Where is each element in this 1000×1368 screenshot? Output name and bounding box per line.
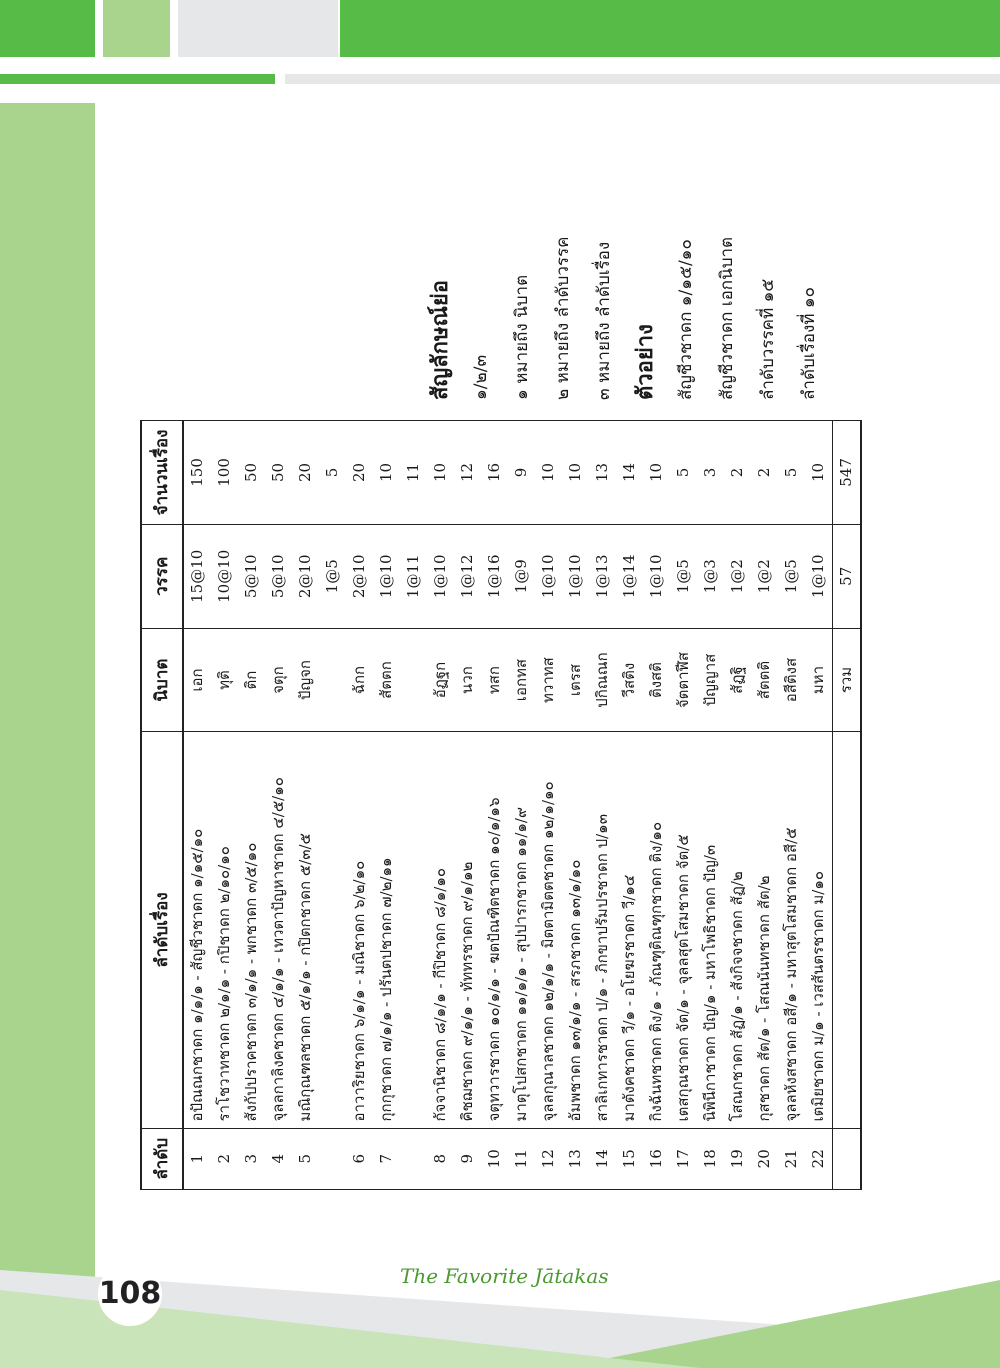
row-number: 14 [589,1128,616,1189]
row-vagga: 5@10 [238,524,265,628]
top-band-lightgreen [103,0,170,57]
row-count: 20 [292,421,319,525]
row-story: เตมิยชาดก ม/๑ - เวสสันตรชาดก ม/๑๐ [805,732,833,1128]
table-row [238,421,265,1190]
row-story: มาตุโปสกชาดก ๑๑/๑/๑ - สุปปารกชาดก ๑๑/๑/๙ [508,732,535,1128]
table-row [724,421,751,1190]
row-count: 10 [427,421,454,525]
total-spacer-2 [833,732,862,1128]
row-nipata: อัฏฐก [427,628,454,732]
row-story: นิพินีกาชาดก ปัญ/๑ - มหาโพธิชาดก ปัญ/๓ [697,732,724,1128]
row-vagga: 1@10 [535,524,562,628]
row-nipata: สัตตก [373,628,400,732]
jataka-table [140,420,862,1190]
row-nipata: เอกทส [508,628,535,732]
row-nipata: ทสก [481,628,508,732]
example-line-3: ลำดับเรื่องที่ ๑๐ [799,286,819,400]
row-number: 3 [238,1128,265,1189]
row-count: 10 [535,421,562,525]
row-count: 20 [346,421,373,525]
legend [420,60,830,400]
row-story: จุลลหังสชาดก อสี/๑ - มหาสุตโสมชาดก อสี/๕ [778,732,805,1128]
row-count: 3 [697,421,724,525]
row-number: 22 [805,1128,833,1189]
row-number: 1 [183,1128,211,1189]
row-vagga: 2@10 [346,524,373,628]
footer-brand: The Favorite Jātakas [400,1264,609,1288]
row-count: 2 [724,421,751,525]
header-count: จำนวนเรื่อง [141,421,183,525]
row-nipata: อสีติงส [778,628,805,732]
row-nipata: ติก [238,628,265,732]
table-row [346,421,373,1190]
header-nipata: นิบาต [141,628,183,732]
table-body [183,421,861,1190]
header-vagga: วรรค [141,524,183,628]
row-nipata: สัฏฐิ [724,628,751,732]
row-story: คิชฌชาดก ๙/๑/๑ - ทัททรชาดก ๙/๑/๑๒ [454,732,481,1128]
table-row [183,421,211,1190]
row-nipata: วีสติง [616,628,643,732]
legend-format: ๑/๒/๓ [471,354,491,400]
row-count: 5 [319,421,346,525]
header-story: ลำดับเรื่อง [141,732,183,1128]
table-row [589,421,616,1190]
legend-line-2: ๒ หมายถึง ลำดับวรรค [553,236,573,400]
top-band-grey [178,0,338,57]
row-vagga: 1@12 [454,524,481,628]
row-story: ราโชวาทชาดก ๒/๑/๑ - กปิชาดก ๒/๑๐/๑๐ [211,732,238,1128]
table-row [508,421,535,1190]
row-count: 50 [238,421,265,525]
total-count: 547 [833,421,862,525]
row-count: 14 [616,421,643,525]
row-vagga: 1@10 [805,524,833,628]
table-row [616,421,643,1190]
total-vagga: 57 [833,524,862,628]
table-row [535,421,562,1190]
row-number [319,1128,346,1189]
table-row [805,421,833,1190]
table-row [454,421,481,1190]
legend-line-1: ๑ หมายถึง นิบาต [512,274,532,400]
top-band-green-right [340,0,1000,57]
row-vagga: 1@10 [373,524,400,628]
table-row [778,421,805,1190]
row-count: 10 [805,421,833,525]
table-row [211,421,238,1190]
row-nipata: ฉักก [346,628,373,732]
table-header-row [141,421,183,1190]
row-story: กัจจานิชาดก ๘/๑/๑ - กีปิชาดก ๘/๑/๑๐ [427,732,454,1128]
row-number [400,1128,427,1189]
row-nipata: ปัญญาส [697,628,724,732]
rotated-content [140,130,920,1190]
row-number: 8 [427,1128,454,1189]
table-row [292,421,319,1190]
table-row [400,421,427,1190]
row-number: 7 [373,1128,400,1189]
row-nipata: เอก [183,628,211,732]
row-number: 10 [481,1128,508,1189]
row-nipata: สัตตติ [751,628,778,732]
row-count: 9 [508,421,535,525]
row-nipata: ทุติ [211,628,238,732]
example-line-1: สัญชีวชาดก เอกนิบาต [717,236,737,400]
row-vagga: 1@10 [643,524,670,628]
row-count: 2 [751,421,778,525]
row-vagga: 1@5 [670,524,697,628]
row-count: 5 [670,421,697,525]
row-story: อัมพชาดก ๑๓/๑/๑ - สรภชาดก ๑๓/๑/๑๐ [562,732,589,1128]
row-count: 100 [211,421,238,525]
row-story: โสณกชาดก สัฏ/๑ - สังกิจจชาดก สัฏ/๒ [724,732,751,1128]
row-nipata [400,628,427,732]
row-number: 12 [535,1128,562,1189]
row-story: มาตังคชาดก วี/๑ - อโยฆรชาดก วี/๑๔ [616,732,643,1128]
row-story: อปัณณกชาดก ๑/๑/๑ - สัญชีวชาดก ๑/๑๕/๑๐ [183,732,211,1128]
table-row [670,421,697,1190]
table-row [697,421,724,1190]
top-band-green-left [0,0,95,57]
row-vagga: 1@2 [724,524,751,628]
row-vagga: 1@2 [751,524,778,628]
example-line-2: ลำดับวรรคที่ ๑๕ [758,278,778,400]
row-number: 6 [346,1128,373,1189]
row-story: มณิกุณฑลชาดก ๕/๑/๑ - กปิตกชาดก ๕/๓/๕ [292,732,319,1128]
row-story: จุลลกาลิงคชาดก ๔/๑/๑ - เทวตาปัญหาชาดก ๔/๕/๑๐ [265,732,292,1128]
row-count: 11 [400,421,427,525]
row-vagga: 1@9 [508,524,535,628]
row-number: 17 [670,1128,697,1189]
row-nipata: จัตตาฬีส [670,628,697,732]
row-nipata: ปัญจก [292,628,319,732]
row-vagga: 1@13 [589,524,616,628]
row-vagga: 1@11 [400,524,427,628]
row-count: 16 [481,421,508,525]
row-vagga: 1@5 [319,524,346,628]
row-nipata [319,628,346,732]
row-nipata: มหา [805,628,833,732]
table-row [562,421,589,1190]
row-story: สาลิเกทารชาดก ป/๑ - ภิกขาปรัมปรชาดก ป/๑๓ [589,732,616,1128]
row-number: 2 [211,1128,238,1189]
row-story: จตุทวารชาดก ๑๐/๑/๑ - ฆตปัณฑิตชาดก ๑๐/๑/๑๖ [481,732,508,1128]
table-row [751,421,778,1190]
row-vagga: 15@10 [183,524,211,628]
top-stripe-green [0,74,275,84]
table-row [265,421,292,1190]
row-vagga: 1@10 [427,524,454,628]
row-story: อาวาริยชาดก ๖/๑/๑ - มณิชาดก ๖/๒/๑๐ [346,732,373,1128]
row-count: 12 [454,421,481,525]
row-count: 50 [265,421,292,525]
legend-title: สัญลักษณ์ย่อ [427,280,453,400]
legend-line-3: ๓ หมายถึง ลำดับเรื่อง [594,241,614,400]
table-row [427,421,454,1190]
row-count: 13 [589,421,616,525]
table-row [373,421,400,1190]
row-nipata: เตรส [562,628,589,732]
row-story [319,732,346,1128]
row-nipata: ทวาทส [535,628,562,732]
row-count: 10 [562,421,589,525]
row-vagga: 1@16 [481,524,508,628]
row-nipata: จตุก [265,628,292,732]
left-sidebar-green [0,103,95,1368]
row-vagga: 1@5 [778,524,805,628]
row-vagga: 1@3 [697,524,724,628]
total-label: รวม [833,628,862,732]
page-number: 108 [98,1262,162,1326]
row-story [400,732,427,1128]
row-count: 10 [643,421,670,525]
row-nipata: ปกิณณก [589,628,616,732]
row-number: 4 [265,1128,292,1189]
row-vagga: 1@14 [616,524,643,628]
row-count: 10 [373,421,400,525]
table-total-row [833,421,862,1190]
example-code: สัญชีวชาดก ๑/๑๕/๑๐ [676,239,696,400]
row-number: 21 [778,1128,805,1189]
example-title: ตัวอย่าง [632,324,658,400]
row-number: 16 [643,1128,670,1189]
row-nipata: ติงสติ [643,628,670,732]
table-row [481,421,508,1190]
row-number: 5 [292,1128,319,1189]
row-number: 9 [454,1128,481,1189]
row-count: 5 [778,421,805,525]
row-story: จุลลกุณาลชาดก ๑๒/๑/๑ - มิตตามิตตชาดก ๑๒/๑/๑๐ [535,732,562,1128]
row-number: 15 [616,1128,643,1189]
row-number: 18 [697,1128,724,1189]
table-row [643,421,670,1190]
row-vagga: 2@10 [292,524,319,628]
row-count: 150 [183,421,211,525]
row-vagga: 1@10 [562,524,589,628]
header-no: ลำดับ [141,1128,183,1189]
row-vagga: 5@10 [265,524,292,628]
total-spacer-1 [833,1128,862,1189]
row-number: 20 [751,1128,778,1189]
row-number: 13 [562,1128,589,1189]
row-story: กุสชาดก สัต/๑ - โสณนันทชาดก สัต/๒ [751,732,778,1128]
row-story: กุกกุชาดก ๗/๑/๑ - ปรันตปชาดก ๗/๒/๑๑ [373,732,400,1128]
row-nipata: นวก [454,628,481,732]
row-story: กิงฉันทชาดก ติง/๑ - ภัณฑุติณฑุกชาดก ติง/๑๐ [643,732,670,1128]
row-story: เตสกุณชาดก จัต/๑ - จุลลสุตโสมชาดก จัต/๕ [670,732,697,1128]
row-vagga: 10@10 [211,524,238,628]
row-number: 11 [508,1128,535,1189]
table-row [319,421,346,1190]
row-story: สังกัปปราคชาดก ๓/๑/๑ - พกชาดก ๓/๕/๑๐ [238,732,265,1128]
row-number: 19 [724,1128,751,1189]
